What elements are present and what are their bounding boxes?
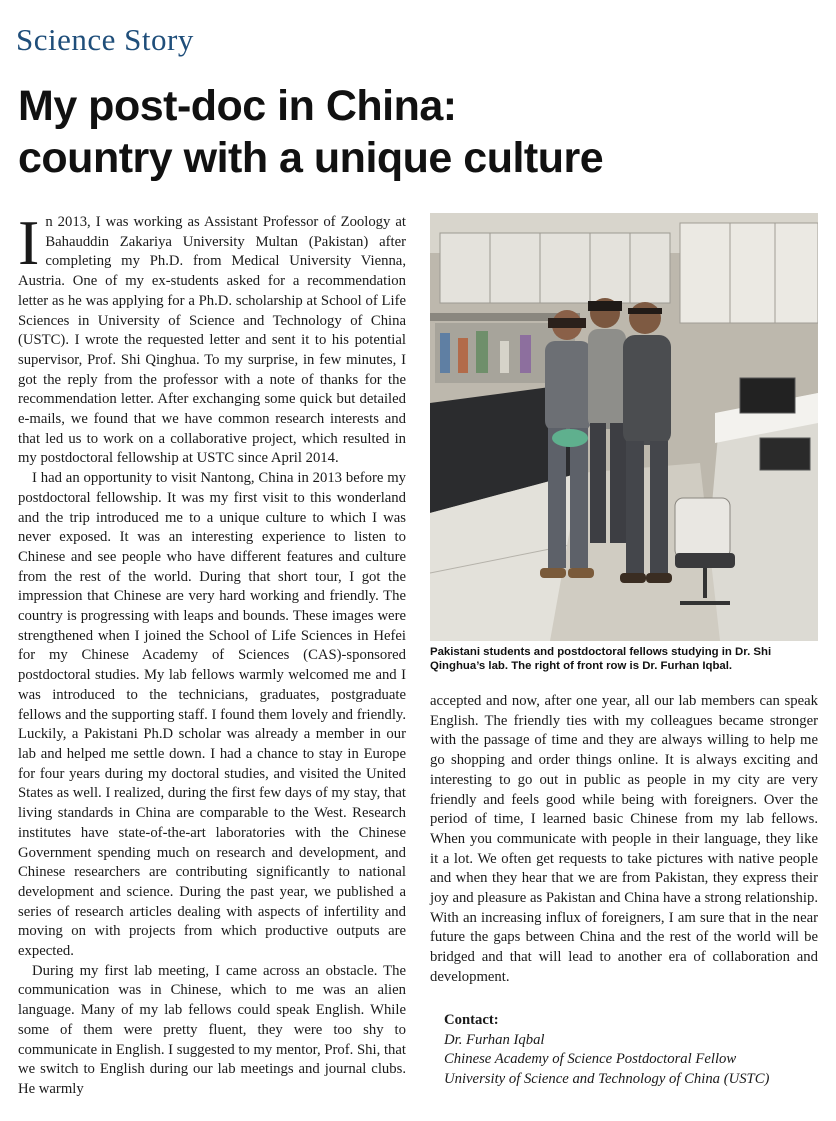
photo-caption: Pakistani students and postdoctoral fellows studying in Dr. Shi Qinghua’s lab. The right of front row is Dr. Furhan Iqbal. xyxy=(430,646,772,672)
article-column-left xyxy=(18,207,406,1100)
lab-photo xyxy=(430,213,818,641)
headline-line-2: country with a unique culture xyxy=(18,134,604,182)
article-paragraph-1 xyxy=(18,207,406,469)
article-paragraph-2: I had an opportunity to visit Nantong, China in 2013 before my postdoctoral fellowship. It was my first visit to this wonderland and the trip introduced me to a unique culture to which I was never exposed. It was an interesting experience to listen to Chinese and see people who have different features and culture from the rest of the world. During that short tour, I got the impression that Chinese are very hard working and friendly. The country is progressing with leaps and bounds. These images were strengthened when I joined the School of Life Sciences in Hefei for my Chinese Academy of Sciences (CAS)-sponsored postdoctoral studies. My lab fellows warmly welcomed me and I was introduced to the technicians, graduates, postgraduate fellows and the supporting staff. I found them lovely and friendly. Luckily, a Pakistani Ph.D scholar was already a member in our lab and helped me settle down. I had a chance to stay in Europe for four years during my doctoral studies, and visited the United States as well. I realized, during the first few days of my stay, that living standards in China are comparable to the West. Research institutes have state-of-the-art laboratories with the Chinese Government spending much on research and development, and Chinese researchers are contributing significantly to national development and science. During the past year, we published a series of research articles dealing with aspects of infertility and moving on with projects from which productive outputs are expected. xyxy=(18,470,406,960)
paragraph-1-text: n 2013, I was working as Assistant Professor of Zoology at Bahauddin Zakariya University Multan (Pakistan) after completing my Ph.D. from Medical University Vienna, Austria. One of my ex-students asked for a recommendation letter as he was applying for a Ph.D. scholarship at School of Life Sciences in University of Science and Technology of China (USTC). I wrote the requested letter and sent it to his potential supervisor, Prof. Shi Qinghua. To my surprise, in few minutes, I got the reply from the professor with a note of thanks for the recommendation letter. After exchanging some quick but detailed e-mails, we found that we have common research interests and that led us to work on a collaborative project, which resulted in my postdoctoral fellowship at USTC since April 2014. xyxy=(18,214,406,467)
headline xyxy=(18,80,818,184)
article-column-right xyxy=(430,692,818,988)
contact-label: Contact: xyxy=(444,1012,499,1028)
contact-name: Dr. Furhan Iqbal xyxy=(444,1031,545,1048)
headline-line-1: My post-doc in China: xyxy=(18,82,457,130)
contact-institution: University of Science and Technology of China (USTC) xyxy=(444,1070,770,1087)
section-label: Science Story xyxy=(16,22,194,57)
article-paragraph-4: accepted and now, after one year, all our lab members can speak English. The friendly ties with my colleagues became stronger with the passage of time and they are always willing to help me go shopping and order things online. It is always exciting and interesting to go out in public as people in my city are very friendly and feels good while being with foreigners. Over the period of time, I learned basic Chinese from my lab fellows. When you communicate with people in their language, they like it a lot. We often get requests to take pictures with native people and when they hear that we are from Pakistan, they express their joy and pleasure as Pakistan and China have a strong relationship. With an increasing influx of foreigners, I am sure that in the near future the gaps between China and the rest of the world will be bridged and that will lead to another era of collaboration and development. xyxy=(430,693,818,985)
contact-block xyxy=(444,1011,824,1089)
article-paragraph-3: During my first lab meeting, I came across an obstacle. The communication was in Chinese, which to me was an alien language. Many of my lab fellows could speak English. While some of them were pretty fluent, they were too shy to communicate in English. I suggested to my mentor, Prof. Shi, that we switch to English during our lab meetings and journal clubs. He warmly xyxy=(18,962,406,1097)
lab-photo-illustration xyxy=(430,213,818,641)
contact-title: Chinese Academy of Science Postdoctoral Fellow xyxy=(444,1051,737,1067)
drop-cap: I xyxy=(18,207,40,278)
